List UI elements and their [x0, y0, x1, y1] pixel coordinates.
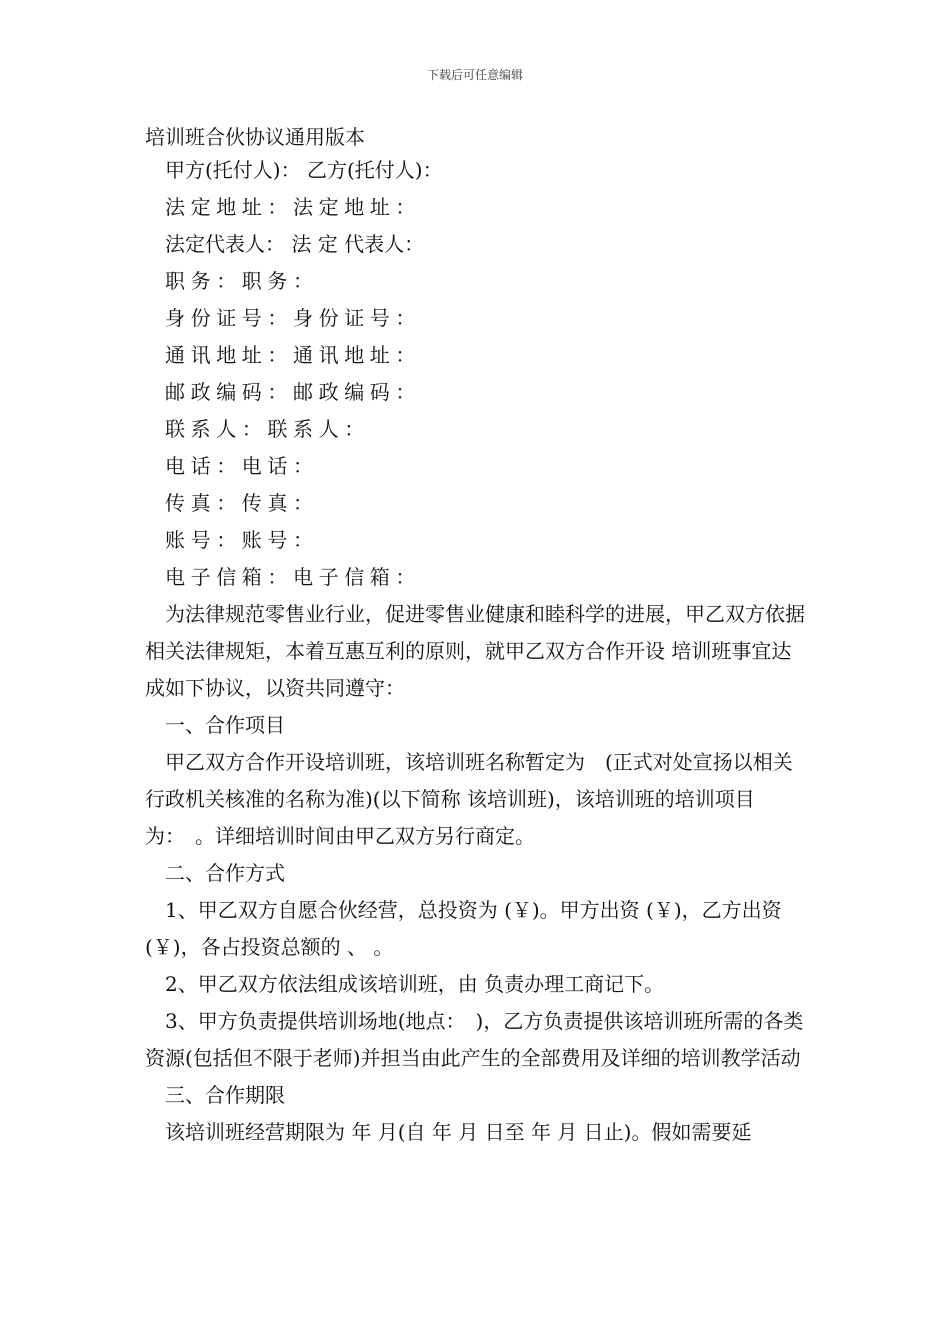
- section-paragraph: 1、甲乙双方自愿合伙经营，总投资为 (￥)。甲方出资 (￥)，乙方出资 (￥)，各占投资总额的 、 。: [145, 898, 782, 959]
- field-position: 职务：职务：: [165, 269, 319, 293]
- field-mailing-address: 通讯地址：通讯地址：: [165, 343, 421, 367]
- field-postal-code: 邮政编码：邮政编码：: [165, 380, 421, 404]
- field-legal-representative: 法定代表人： 法 定 代表人：: [165, 232, 425, 256]
- section-heading-cooperation-method: 二、合作方式: [165, 861, 285, 885]
- field-party-names: 甲方(托付人)： 乙方(托付人)：: [165, 158, 443, 182]
- party-fields: [145, 152, 810, 596]
- field-phone: 电话：电话：: [165, 454, 319, 478]
- section-paragraph: 2、甲乙双方依法组成该培训班，由 负责办理工商记下。: [165, 972, 665, 996]
- header-note: 下载后可任意编辑: [426, 68, 523, 82]
- field-contact-person: 联系人：联系人：: [165, 417, 370, 441]
- section-paragraph: 该培训班经营期限为 年 月(自 年 月 日至 年 月 日止)。假如需要延: [165, 1120, 752, 1144]
- section-paragraph: 甲乙双方合作开设培训班，该培训班名称暂定为 (正式对处宣扬以相关行政机关核准的名称为准)(以下简称 该培训班)，该培训班的培训项目为： 。详细培训时间由甲乙双方另行商定。: [145, 750, 793, 848]
- document-title: 培训班合伙协议通用版本: [145, 125, 365, 149]
- field-legal-address: 法定地址：法定地址：: [165, 195, 421, 219]
- preamble-paragraph: 为法律规范零售业行业，促进零售业健康和睦科学的进展，甲乙双方依据相关法律规矩，本着互惠互利的原则，就甲乙双方合作开设 培训班事宜达成如下协议，以资共同遵守：: [145, 602, 805, 700]
- section-heading-cooperation-project: 一、合作项目: [165, 713, 285, 737]
- field-account: 账号：账号：: [165, 528, 319, 552]
- section-paragraph: 3、甲方负责提供培训场地(地点： )，乙方负责提供该培训班所需的各类资源(包括但不限于老师)并担当由此产生的全部费用及详细的培训教学活动: [145, 1009, 804, 1070]
- field-email: 电子信箱：电子信箱：: [165, 565, 421, 589]
- field-fax: 传真：传真：: [165, 491, 319, 515]
- section-heading-cooperation-term: 三、合作期限: [165, 1083, 285, 1107]
- document-body: [145, 122, 810, 1151]
- field-id-number: 身份证号：身份证号：: [165, 306, 421, 330]
